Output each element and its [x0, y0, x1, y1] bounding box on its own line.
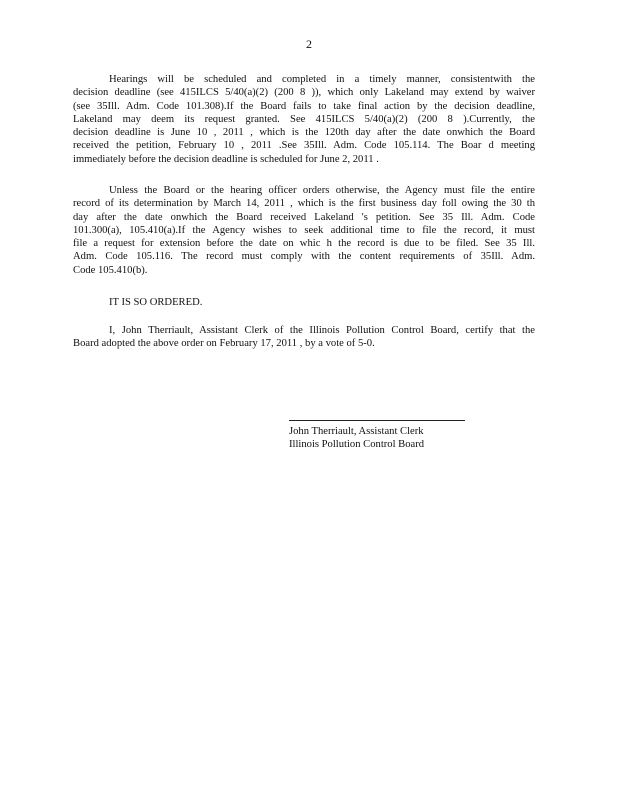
signature-line	[289, 420, 465, 421]
certification-paragraph	[73, 324, 535, 351]
signatory-name: John Therriault, Assistant Clerk	[289, 426, 424, 437]
paragraph-line: Code 105.410(b).	[73, 264, 148, 276]
paragraph-line: I, John Therriault, Assistant Clerk of the Illinois Pollution Control Board, certify that the	[109, 325, 535, 336]
paragraph-line: Hearings will be scheduled and completed in a timely manner, consistentwith the	[109, 74, 535, 85]
signatory-organization: Illinois Pollution Control Board	[289, 439, 425, 450]
paragraph-line: Lakeland may deem its request granted. See 415ILCS 5/40(a)(2) (200 8 ).Currently, the	[73, 113, 535, 125]
paragraph-line: file a request for extension before the date on whic h the record is due to be filed. See 35 Ill.	[73, 238, 535, 250]
paragraph-line: immediately before the decision deadline is scheduled for June 2, 2011 .	[73, 153, 379, 165]
paragraph-line: Unless the Board or the hearing officer orders otherwise, the Agency must file the entire	[109, 185, 535, 196]
paragraph-line: received the petition, February 10 , 2011 .See 35Ill. Adm. Code 105.114. The Boar d meeting	[73, 140, 535, 152]
so-ordered-line: IT IS SO ORDERED.	[109, 297, 203, 308]
page-number: 2	[306, 37, 312, 51]
record-filing-paragraph	[73, 184, 535, 277]
paragraph-line: Adm. Code 105.116. The record must comply with the content requirements of 35Ill. Adm.	[73, 251, 535, 263]
paragraph-line: day after the date onwhich the Board received Lakeland 's petition. See 35 Ill. Adm. Code	[73, 211, 535, 223]
paragraph-line: Board adopted the above order on February 17, 2011 , by a vote of 5-0.	[73, 338, 375, 350]
paragraph-line: decision deadline (see 415ILCS 5/40(a)(2) (200 8 )), which only Lakeland may extend by waiver	[73, 87, 535, 99]
paragraph-line: record of its determination by March 14, 2011 , which is the first business day foll owing the 30 th	[73, 198, 535, 210]
paragraph-line: decision deadline is June 10 , 2011 , which is the 120th day after the date onwhich the Board	[73, 127, 535, 139]
paragraph-line: 101.300(a), 105.410(a).If the Agency wishes to seek additional time to file the record, it must	[73, 224, 535, 236]
hearing-schedule-paragraph	[73, 73, 535, 166]
paragraph-line: (see 35Ill. Adm. Code 101.308).If the Board fails to take final action by the decision deadline,	[73, 100, 535, 112]
